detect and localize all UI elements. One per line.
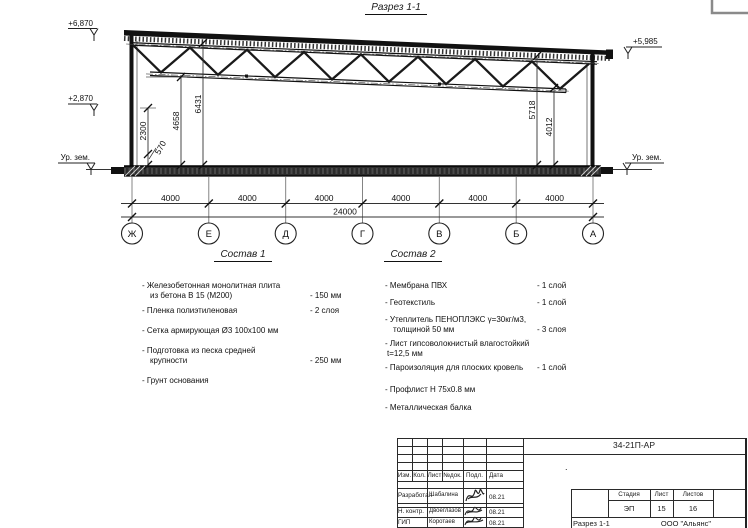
sostav2-title: Состав 2 bbox=[383, 249, 443, 260]
elevation-mark-left-mid bbox=[68, 94, 98, 116]
tb-line bbox=[397, 462, 523, 463]
item-text: из бетона В 15 (М200) bbox=[150, 291, 233, 300]
tb-date: 08.21 bbox=[489, 494, 505, 501]
tb-line bbox=[397, 488, 523, 489]
list-item bbox=[142, 376, 372, 386]
stadia-value: 16 bbox=[688, 504, 698, 513]
item-text: - Пароизоляция для плоских кровель bbox=[385, 363, 524, 372]
tb-col-header: №док. bbox=[443, 472, 462, 479]
frame-corner bbox=[712, 0, 748, 13]
tb-line bbox=[397, 446, 523, 447]
item-value: - 3 слоя bbox=[537, 325, 567, 334]
sheet-name: Разрез 1-1 bbox=[573, 519, 610, 528]
tb-line bbox=[571, 517, 745, 518]
floor-slab bbox=[86, 166, 652, 176]
item-text: - Геотекстиль bbox=[385, 298, 435, 307]
item-text: - Лист гипсоволокнистый влагостойкий bbox=[385, 339, 530, 348]
list-item bbox=[385, 363, 595, 373]
item-value: - 1 слой bbox=[537, 298, 567, 307]
grid-label: Б bbox=[513, 229, 520, 240]
ground-level-label: Ур. зем. bbox=[632, 153, 662, 162]
elevation-label: +5,985 bbox=[633, 37, 658, 46]
dim-4658: 4658 bbox=[171, 111, 181, 131]
elevation-label: +6,870 bbox=[68, 19, 93, 28]
tb-col-header: Изм. bbox=[397, 472, 412, 479]
tb-role: ГИП bbox=[398, 519, 411, 526]
ground-level-label: Ур. зем. bbox=[60, 153, 90, 162]
sostav2-list bbox=[385, 281, 595, 413]
signature-icon bbox=[463, 515, 486, 528]
sostav1-list bbox=[142, 281, 372, 386]
item-text: - Металлическая балка bbox=[385, 403, 472, 412]
tb-col-header: Лист bbox=[427, 472, 442, 479]
sostav1-title: Состав 1 bbox=[203, 249, 283, 260]
column-right bbox=[587, 53, 595, 168]
grid-extension-lines bbox=[132, 177, 593, 223]
list-item bbox=[142, 306, 372, 316]
title-block bbox=[397, 438, 746, 528]
tb-line bbox=[397, 454, 745, 455]
dim-bay: 4000 bbox=[237, 193, 257, 203]
item-value: - 250 мм bbox=[310, 356, 342, 365]
tb-line bbox=[571, 489, 745, 490]
item-text: t=12,5 мм bbox=[387, 349, 423, 358]
elevation-label: +2,870 bbox=[68, 94, 93, 103]
dim-570: 570 bbox=[152, 138, 169, 157]
item-text: - Профлист Н 75x0.8 мм bbox=[385, 385, 476, 394]
dim-bay: 4000 bbox=[468, 193, 488, 203]
stadia-value: 15 bbox=[657, 504, 666, 513]
tb-line bbox=[397, 517, 523, 518]
stadia-value: ЭП bbox=[623, 504, 635, 513]
grid-label: Г bbox=[359, 229, 366, 240]
grid-label: Ж bbox=[127, 229, 137, 240]
tb-line bbox=[397, 470, 523, 471]
tb-line bbox=[608, 500, 713, 501]
list-item bbox=[142, 346, 372, 366]
item-value: - 1 слой bbox=[537, 281, 567, 290]
dim-bay: 4000 bbox=[160, 193, 180, 203]
section-drawing bbox=[0, 0, 748, 248]
dim-2300: 2300 bbox=[138, 121, 148, 141]
tb-col-header: Кол. bbox=[413, 472, 426, 479]
company-name: ООО "Альянс" bbox=[660, 519, 712, 528]
item-text: - Мембрана ПВХ bbox=[385, 281, 448, 290]
grid-bubbles bbox=[122, 223, 604, 244]
tb-role: Н. контр. bbox=[398, 508, 424, 515]
list-item bbox=[385, 281, 595, 291]
item-value: - 1 слой bbox=[537, 363, 567, 372]
tb-name: Шабалина bbox=[429, 492, 458, 498]
dim-total: 24000 bbox=[333, 206, 357, 217]
list-item bbox=[385, 298, 595, 308]
list-item bbox=[142, 326, 372, 336]
tb-col-header: Подл. bbox=[466, 472, 483, 479]
list-item bbox=[385, 339, 595, 359]
grid-label: Е bbox=[205, 229, 212, 240]
dim-bay: 4000 bbox=[314, 193, 334, 203]
tb-line bbox=[523, 438, 524, 528]
dim-4012: 4012 bbox=[544, 117, 554, 137]
tb-line bbox=[713, 489, 714, 517]
section-view-title: Разрез 1-1 bbox=[336, 2, 456, 13]
tb-line bbox=[397, 503, 523, 504]
item-text: - Грунт основания bbox=[142, 376, 209, 385]
elevation-mark-left-top bbox=[68, 19, 98, 41]
column-left bbox=[130, 31, 138, 168]
item-value: - 150 мм bbox=[310, 291, 342, 300]
elevation-mark-ground-left bbox=[58, 153, 95, 175]
item-text: - Подготовка из песка средней bbox=[142, 346, 256, 355]
signature-icon bbox=[463, 485, 486, 505]
tb-col-header: Дата bbox=[489, 472, 503, 479]
stadia-header: Листов bbox=[682, 491, 704, 498]
list-item bbox=[385, 403, 595, 413]
tb-line bbox=[745, 438, 747, 528]
list-item bbox=[385, 385, 595, 395]
elevation-mark-ground-right bbox=[623, 153, 664, 175]
tb-line bbox=[571, 489, 572, 528]
doc-number: 34-21П-АР bbox=[612, 440, 656, 450]
item-text: - Утеплитель ПЕНОПЛЭКС γ=30кг/м3, bbox=[385, 315, 527, 324]
dim-bay: 4000 bbox=[391, 193, 411, 203]
vertical-dims-right bbox=[527, 52, 558, 169]
tb-name: Коротаев bbox=[429, 519, 455, 525]
grid-label: В bbox=[436, 229, 443, 240]
list-item bbox=[385, 315, 595, 335]
tb-role: Разработал bbox=[398, 492, 433, 499]
tb-line bbox=[397, 481, 523, 482]
elevation-mark-right-top bbox=[624, 37, 662, 59]
dim-bay: 4000 bbox=[545, 193, 565, 203]
item-text: - Пленка полиэтиленовая bbox=[142, 306, 238, 315]
dim-5718: 5718 bbox=[527, 100, 537, 120]
stadia-header: Лист bbox=[654, 491, 669, 498]
stray-dot: . bbox=[565, 462, 568, 472]
stadia-header: Стадия bbox=[618, 491, 640, 498]
item-text: - Железобетонная монолитная плита bbox=[142, 281, 281, 290]
item-text: крупности bbox=[150, 356, 188, 365]
dim-6431: 6431 bbox=[193, 94, 203, 114]
tb-line bbox=[486, 438, 487, 528]
tb-date: 08.21 bbox=[489, 520, 505, 527]
grid-label: Д bbox=[282, 229, 289, 240]
tb-date: 08.21 bbox=[489, 509, 505, 516]
tb-line bbox=[427, 438, 428, 528]
item-value: - 2 слоя bbox=[310, 306, 340, 315]
tb-line bbox=[397, 438, 745, 439]
tb-name: Двоеглазов bbox=[429, 508, 461, 514]
item-text: толщиной 50 мм bbox=[393, 325, 455, 334]
item-text: - Сетка армирующая Ø3 100x100 мм bbox=[142, 326, 279, 335]
list-item bbox=[142, 281, 372, 301]
grid-label: А bbox=[589, 229, 597, 240]
